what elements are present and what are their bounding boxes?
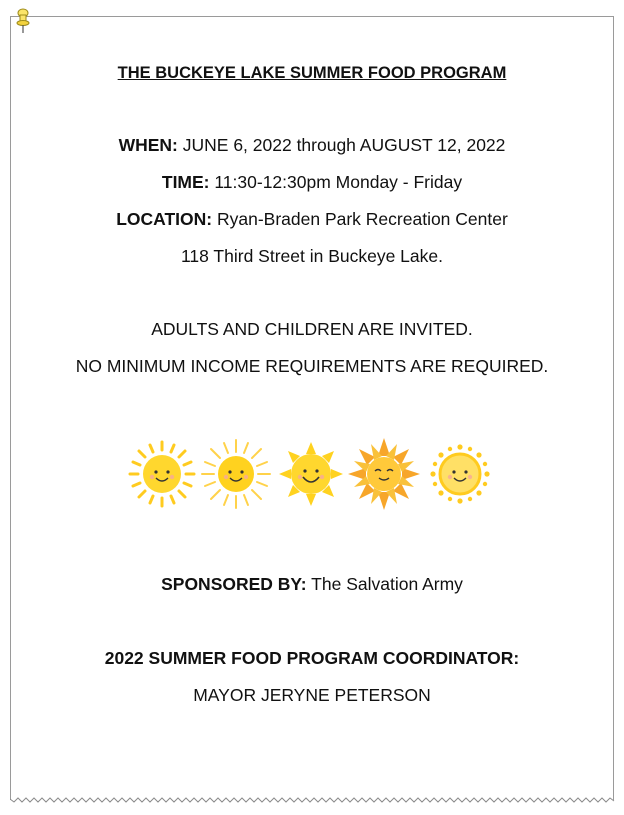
coordinator-label: 2022 SUMMER FOOD PROGRAM COORDINATOR: — [104, 648, 520, 668]
time-label: TIME: — [161, 172, 210, 192]
flyer-title: THE BUCKEYE LAKE SUMMER FOOD PROGRAM — [117, 64, 507, 82]
sponsor-line — [10, 573, 614, 595]
sponsor-value: The Salvation Army — [306, 574, 463, 594]
sun-icon-2 — [202, 440, 270, 508]
time-value: 11:30-12:30pm Monday - Friday — [209, 172, 463, 192]
when-value: JUNE 6, 2022 through AUGUST 12, 2022 — [177, 135, 506, 155]
sponsor-label: SPONSORED BY: — [161, 574, 307, 594]
suns-illustration — [128, 438, 498, 510]
location-label: LOCATION: — [116, 209, 213, 229]
location-value: Ryan-Braden Park Recreation Center — [212, 209, 508, 229]
winking-sun-icon-4 — [348, 438, 420, 510]
torn-page-edge — [10, 795, 615, 805]
sun-icon-3 — [279, 442, 343, 506]
pushpin-icon — [14, 8, 32, 34]
when-line — [10, 134, 614, 156]
location-line — [10, 208, 614, 230]
invite-line: ADULTS AND CHILDREN ARE INVITED. — [151, 319, 473, 339]
coordinator-name: MAYOR JERYNE PETERSON — [193, 685, 431, 705]
address-line: 118 Third Street in Buckeye Lake. — [180, 246, 443, 266]
time-line — [10, 171, 614, 193]
when-label: WHEN: — [118, 135, 178, 155]
income-line: NO MINIMUM INCOME REQUIREMENTS ARE REQUIRED. — [75, 356, 549, 376]
sun-icon-5 — [430, 444, 489, 503]
sun-icon-1 — [130, 442, 194, 506]
